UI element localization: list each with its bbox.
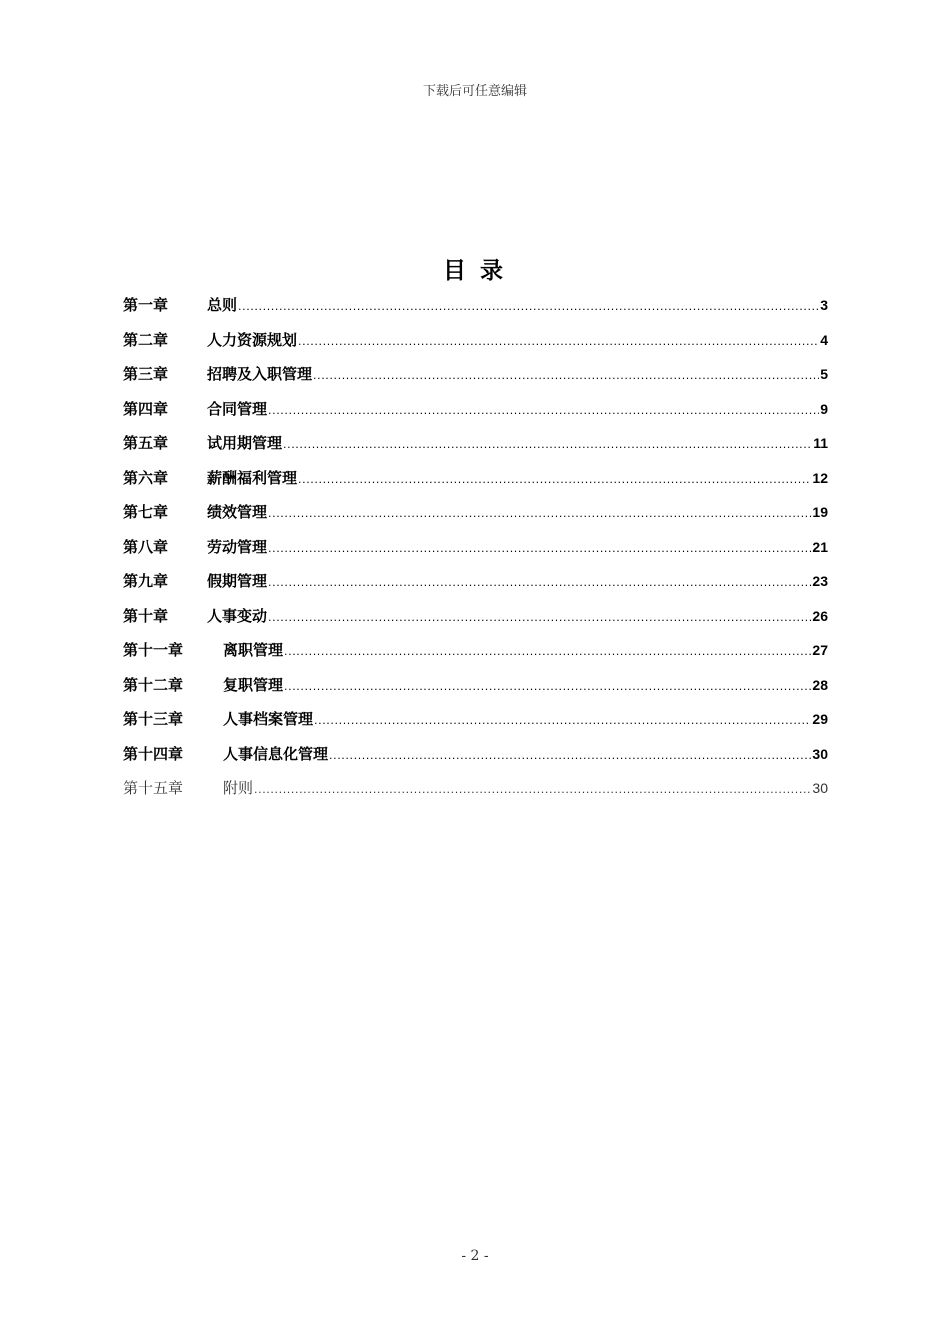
toc-dot-leader [283,428,812,463]
toc-page-number: 26 [812,607,828,624]
toc-entry-title: 招聘及入职管理 [207,365,313,383]
toc-dot-leader [268,601,811,636]
toc-entry[interactable] [123,392,828,427]
toc-title-part2: 录 [480,257,507,284]
toc-title [0,252,950,285]
toc-page-number: 27 [812,642,828,658]
toc-chapter-label: 第十三章 [123,710,184,728]
toc-dot-leader [238,290,819,325]
toc-dot-leader [298,325,819,360]
toc-chapter-label: 第八章 [123,537,169,556]
toc-page-number: 12 [812,469,828,486]
toc-entry-title: 人事变动 [207,606,268,625]
toc-page-number: 28 [812,676,828,693]
toc-chapter-label: 第十四章 [123,744,184,763]
toc-page-number: 9 [820,400,828,417]
toc-chapter-label: 第三章 [123,365,169,383]
toc-entry-title: 劳动管理 [207,537,268,556]
toc-entry[interactable] [123,495,828,530]
toc-entry[interactable] [123,737,828,772]
toc-entry[interactable] [123,633,828,668]
toc-entry-title: 薪酬福利管理 [207,468,298,487]
toc-entry-title: 假期管理 [207,572,268,590]
toc-entry[interactable] [123,426,828,461]
toc-page-number: 21 [812,538,828,555]
toc-chapter-label: 第十二章 [123,675,184,694]
page-number-footer: - 2 - [461,1248,489,1264]
toc-entry[interactable] [123,288,828,323]
toc-entry[interactable] [123,357,828,392]
toc-dot-leader [329,739,811,774]
toc-entry[interactable] [123,323,828,358]
toc-entry[interactable] [123,564,828,599]
toc-page-number: 30 [812,780,828,796]
toc-dot-leader [268,394,819,429]
toc-entry-title: 人事信息化管理 [223,744,329,763]
toc-entry-title: 复职管理 [223,675,284,694]
toc-dot-leader [268,497,811,532]
toc-dot-leader [313,359,819,394]
toc-page-number: 3 [820,297,828,313]
toc-dot-leader [268,566,811,601]
toc-dot-leader [298,463,811,498]
toc-entry-title: 总则 [207,296,238,314]
toc-dot-leader [268,532,811,567]
toc-chapter-label: 第十五章 [123,779,184,797]
toc-dot-leader [284,635,811,670]
toc-page-number: 23 [812,573,828,589]
toc-entry-title: 人事档案管理 [223,710,314,728]
toc-page-number: 5 [820,366,828,382]
toc-entry-title: 人力资源规划 [207,330,298,349]
toc-dot-leader [284,670,811,705]
toc-chapter-label: 第四章 [123,399,169,418]
toc-entry-title: 试用期管理 [207,434,283,452]
toc-page-number: 29 [812,711,828,727]
toc-list [123,288,828,806]
toc-chapter-label: 第九章 [123,572,169,590]
toc-chapter-label: 第一章 [123,296,169,314]
toc-chapter-label: 第七章 [123,503,169,521]
toc-entry-title: 附则 [223,779,254,797]
toc-title-part1: 目 [443,257,470,284]
toc-entry[interactable] [123,668,828,703]
toc-page-number: 30 [812,745,828,762]
toc-entry[interactable] [123,461,828,496]
page-header: 下载后可任意编辑 [422,84,527,99]
toc-chapter-label: 第五章 [123,434,169,452]
toc-chapter-label: 第十一章 [123,641,184,659]
toc-chapter-label: 第十章 [123,606,169,625]
toc-entry-title: 合同管理 [207,399,268,418]
toc-entry[interactable] [123,530,828,565]
toc-entry-title: 绩效管理 [207,503,268,521]
toc-dot-leader [314,704,811,739]
toc-entry[interactable] [123,771,828,806]
toc-page-number: 4 [820,331,828,348]
toc-entry-title: 离职管理 [223,641,284,659]
toc-entry[interactable] [123,702,828,737]
toc-chapter-label: 第二章 [123,330,169,349]
toc-entry[interactable] [123,599,828,634]
toc-page-number: 19 [812,504,828,520]
toc-chapter-label: 第六章 [123,468,169,487]
toc-page-number: 11 [813,435,828,451]
toc-dot-leader [254,773,811,808]
